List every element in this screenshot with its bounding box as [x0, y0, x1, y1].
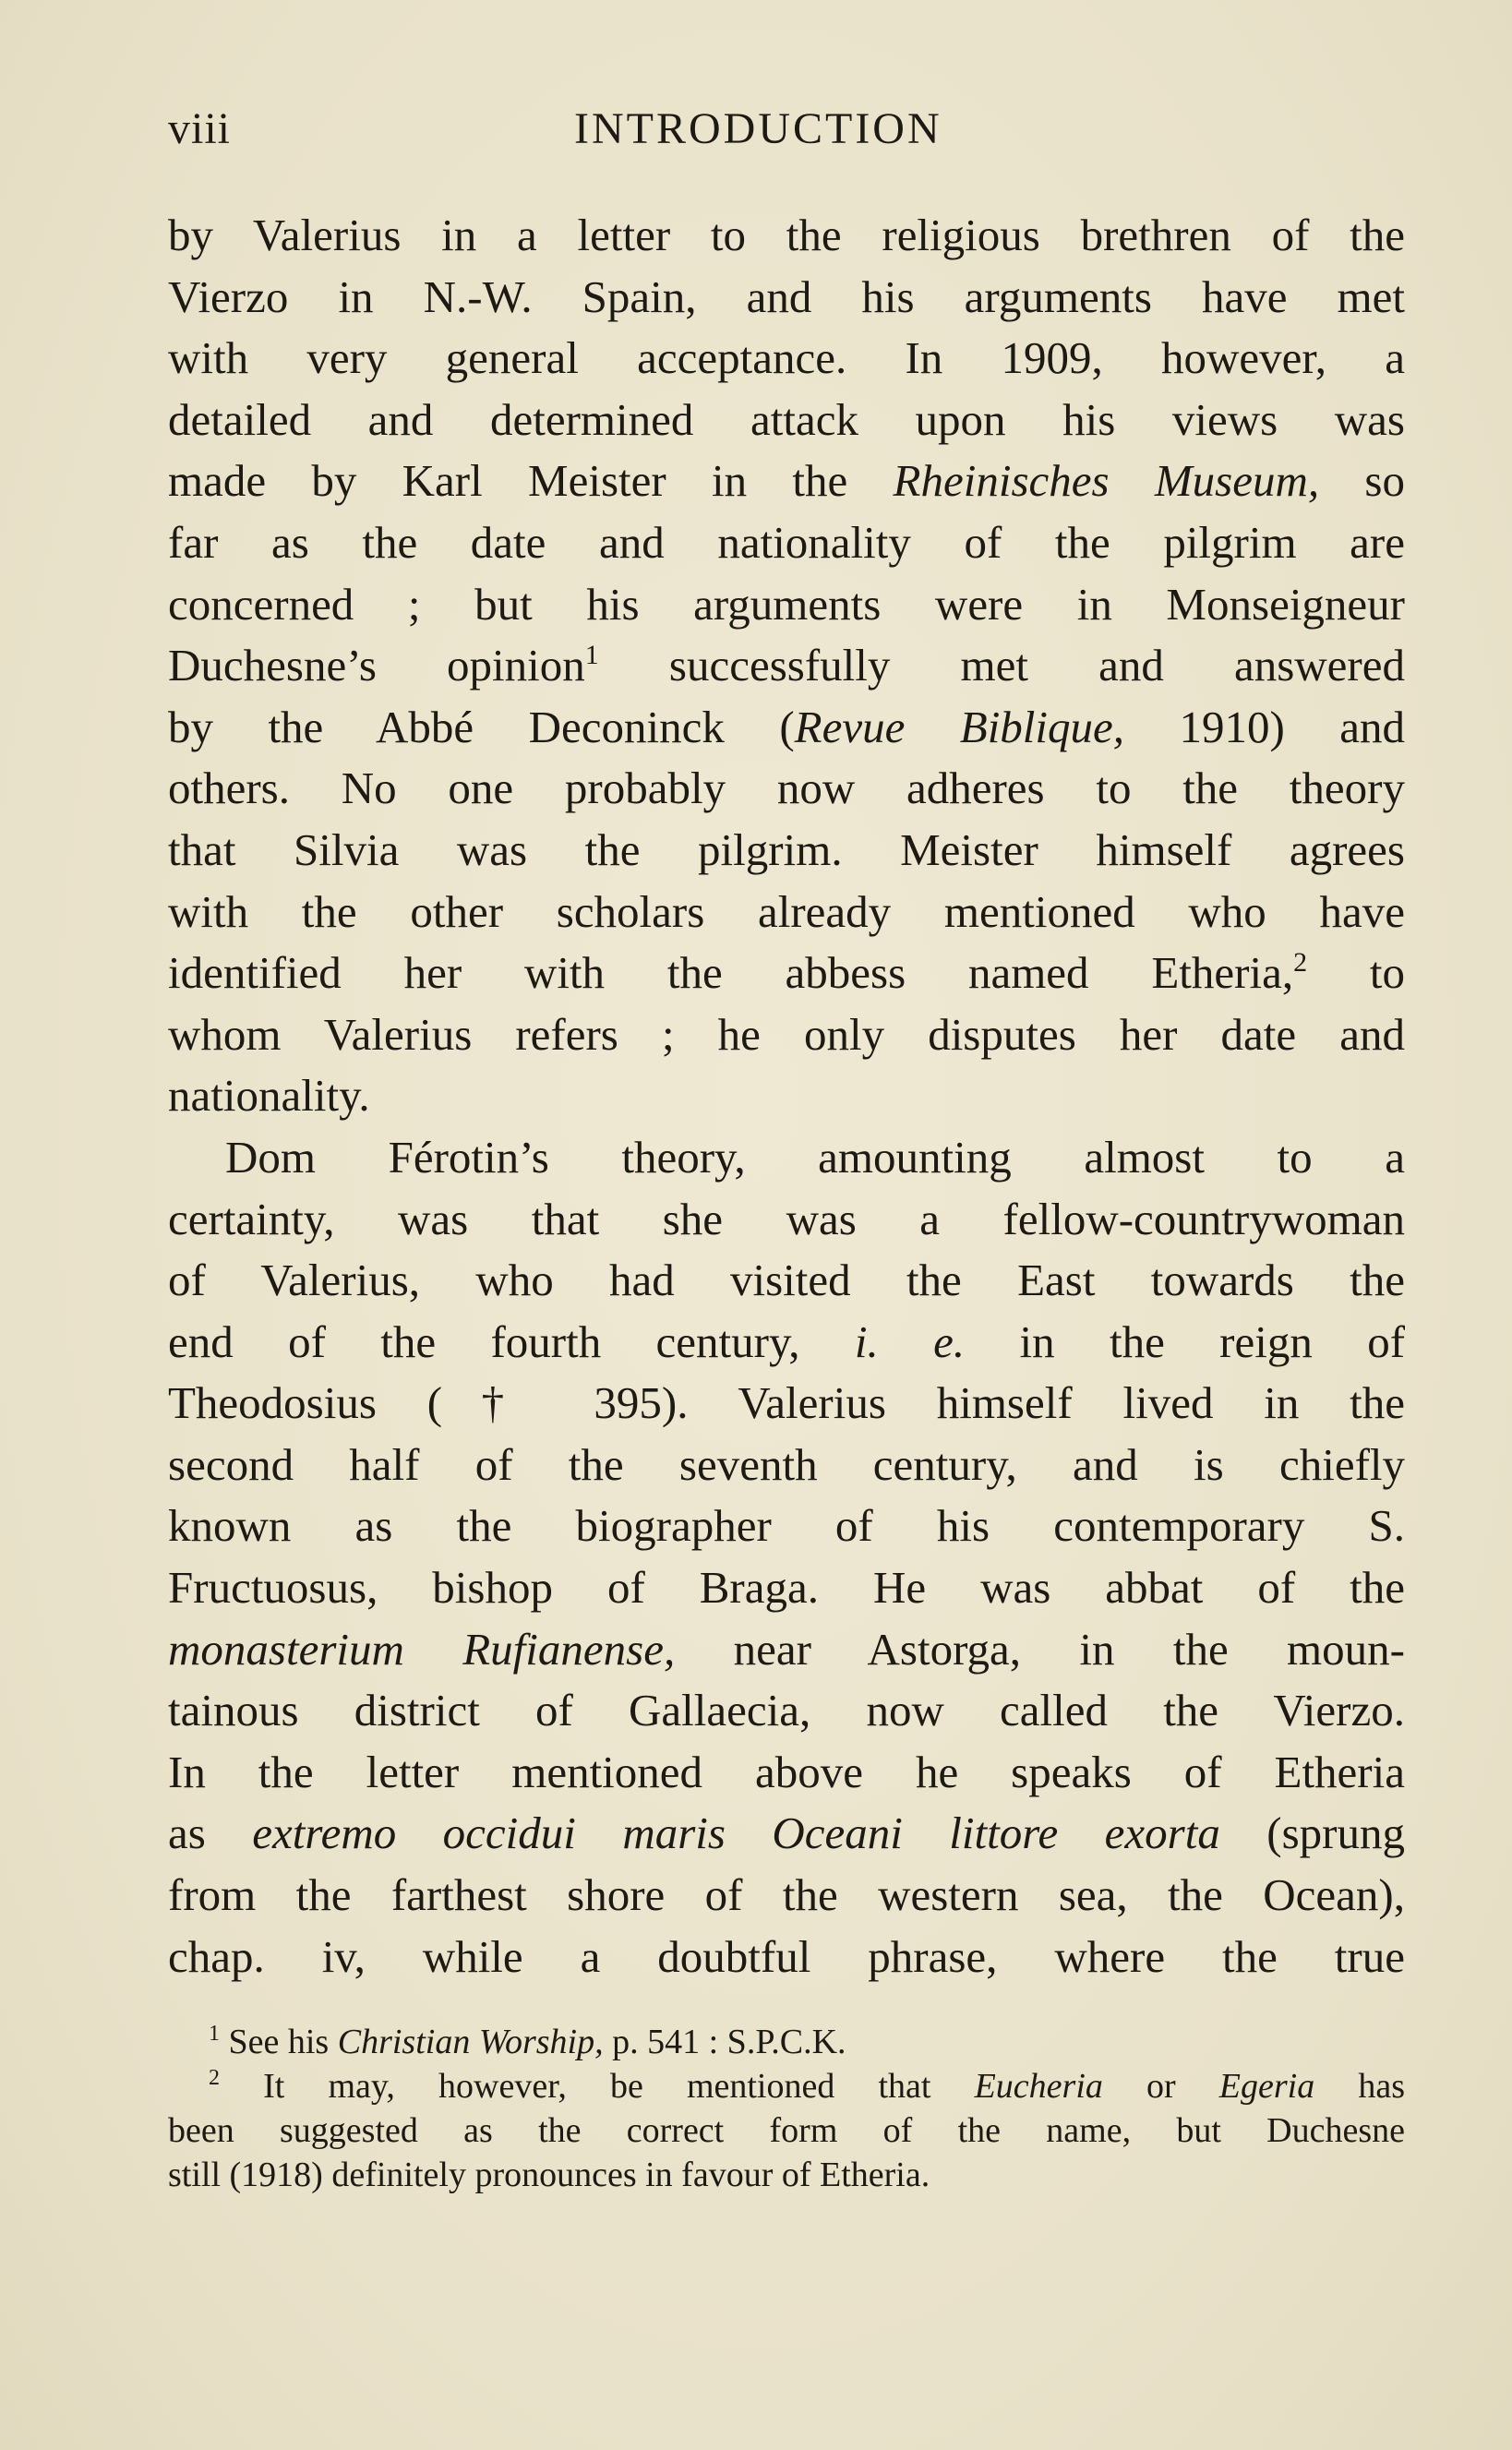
footnote-ref-2[interactable]: 2 [1293, 947, 1308, 979]
italic-abbrev: i. e. [854, 1315, 966, 1367]
footnote-marker: 1 [209, 2022, 220, 2046]
text-line: identified her with the abbess named Etheria,$^2$ to [168, 947, 1405, 999]
text-line: Dom Férotin’s theory, amounting almost to a [225, 1131, 1405, 1183]
text-line: by the Abbé Deconinck (Revue Biblique, 1910) and [168, 701, 1405, 752]
text-line: certainty, was that she was a fellow-countrywoman [168, 1193, 1405, 1244]
footnotes [168, 2020, 1405, 2197]
italic-title: Christian Worship, [337, 2023, 604, 2061]
text-line: monasterium Rufianense, near Astorga, in the moun- [168, 1623, 1405, 1675]
text-line: Duchesne’s opinion$^1$ successfully met and answered [168, 640, 1405, 691]
text-line: that Silvia was the pilgrim. Meister himself agrees [168, 823, 1405, 875]
footnote-2: $^2$ It may, however, be mentioned that Eucheria or Egeria has [209, 2066, 1405, 2106]
text-line: In the letter mentioned above he speaks of Etheria [168, 1746, 1405, 1797]
italic-latin: monasterium Rufianense, [168, 1623, 676, 1675]
body-text [168, 205, 1405, 1988]
italic-latin: extremo occidui maris Oceani littore exorta [252, 1807, 1220, 1859]
running-head: INTRODUCTION [574, 104, 942, 153]
text-line: Vierzo in N.-W. Spain, and his arguments have met [168, 270, 1405, 322]
italic-name: Eucheria [974, 2067, 1103, 2106]
footnote-ref-1[interactable]: 1 [584, 640, 599, 671]
italic-name: Egeria [1218, 2067, 1315, 2106]
text-line: by Valerius in a letter to the religious brethren of the [168, 210, 1405, 260]
text-line: others. No one probably now adheres to the theory [168, 763, 1405, 814]
text-line: second half of the seventh century, and is chiefly [168, 1438, 1405, 1490]
text-line: end of the fourth century, i. e. in the reign of [168, 1315, 1405, 1367]
italic-title: Rheinisches Museum, [893, 455, 1320, 507]
text-line: known as the biographer of his contemporary S. [168, 1500, 1405, 1552]
text-line: made by Karl Meister in the Rheinisches Museum, so [168, 455, 1405, 507]
footnote-2-line: been suggested as the correct form of the name, but Duchesne [168, 2111, 1405, 2150]
footnote-marker: 2 [209, 2066, 220, 2090]
text-line: whom Valerius refers ; he only disputes her date and [168, 1008, 1405, 1060]
italic-title: Revue Biblique, [794, 701, 1125, 752]
text-line: detailed and determined attack upon his views was [168, 393, 1405, 445]
text-line: Theodosius († 395). Valerius himself lived in the [168, 1377, 1405, 1429]
footnote-2-line: still (1918) definitely pronounces in favour of Etheria. [168, 2156, 930, 2194]
text-line: from the farthest shore of the western sea, the Ocean), [168, 1869, 1405, 1921]
text-line: far as the date and nationality of the pilgrim are [168, 516, 1405, 568]
text-line: nationality. [168, 1070, 370, 1122]
text-line: of Valerius, who had visited the East towards the [168, 1255, 1405, 1306]
text-line: chap. iv, while a doubtful phrase, where the true [168, 1930, 1405, 1982]
page-number: viii [168, 104, 232, 153]
text-line: Fructuosus, bishop of Braga. He was abbat of the [168, 1562, 1405, 1614]
footnote-1: $^1$ See his Christian Worship, p. 541 : S.P.C.K. [209, 2022, 846, 2061]
page-header [168, 103, 1405, 168]
text-line: tainous district of Gallaecia, now called the Vierzo. [168, 1685, 1405, 1736]
text-line: concerned ; but his arguments were in Monseigneur [168, 578, 1405, 630]
text-line: with the other scholars already mentioned who have [168, 885, 1405, 937]
text-line: as extremo occidui maris Oceani littore exorta (sprung [168, 1807, 1405, 1859]
text-line: with very general acceptance. In 1909, however, a [168, 332, 1405, 384]
